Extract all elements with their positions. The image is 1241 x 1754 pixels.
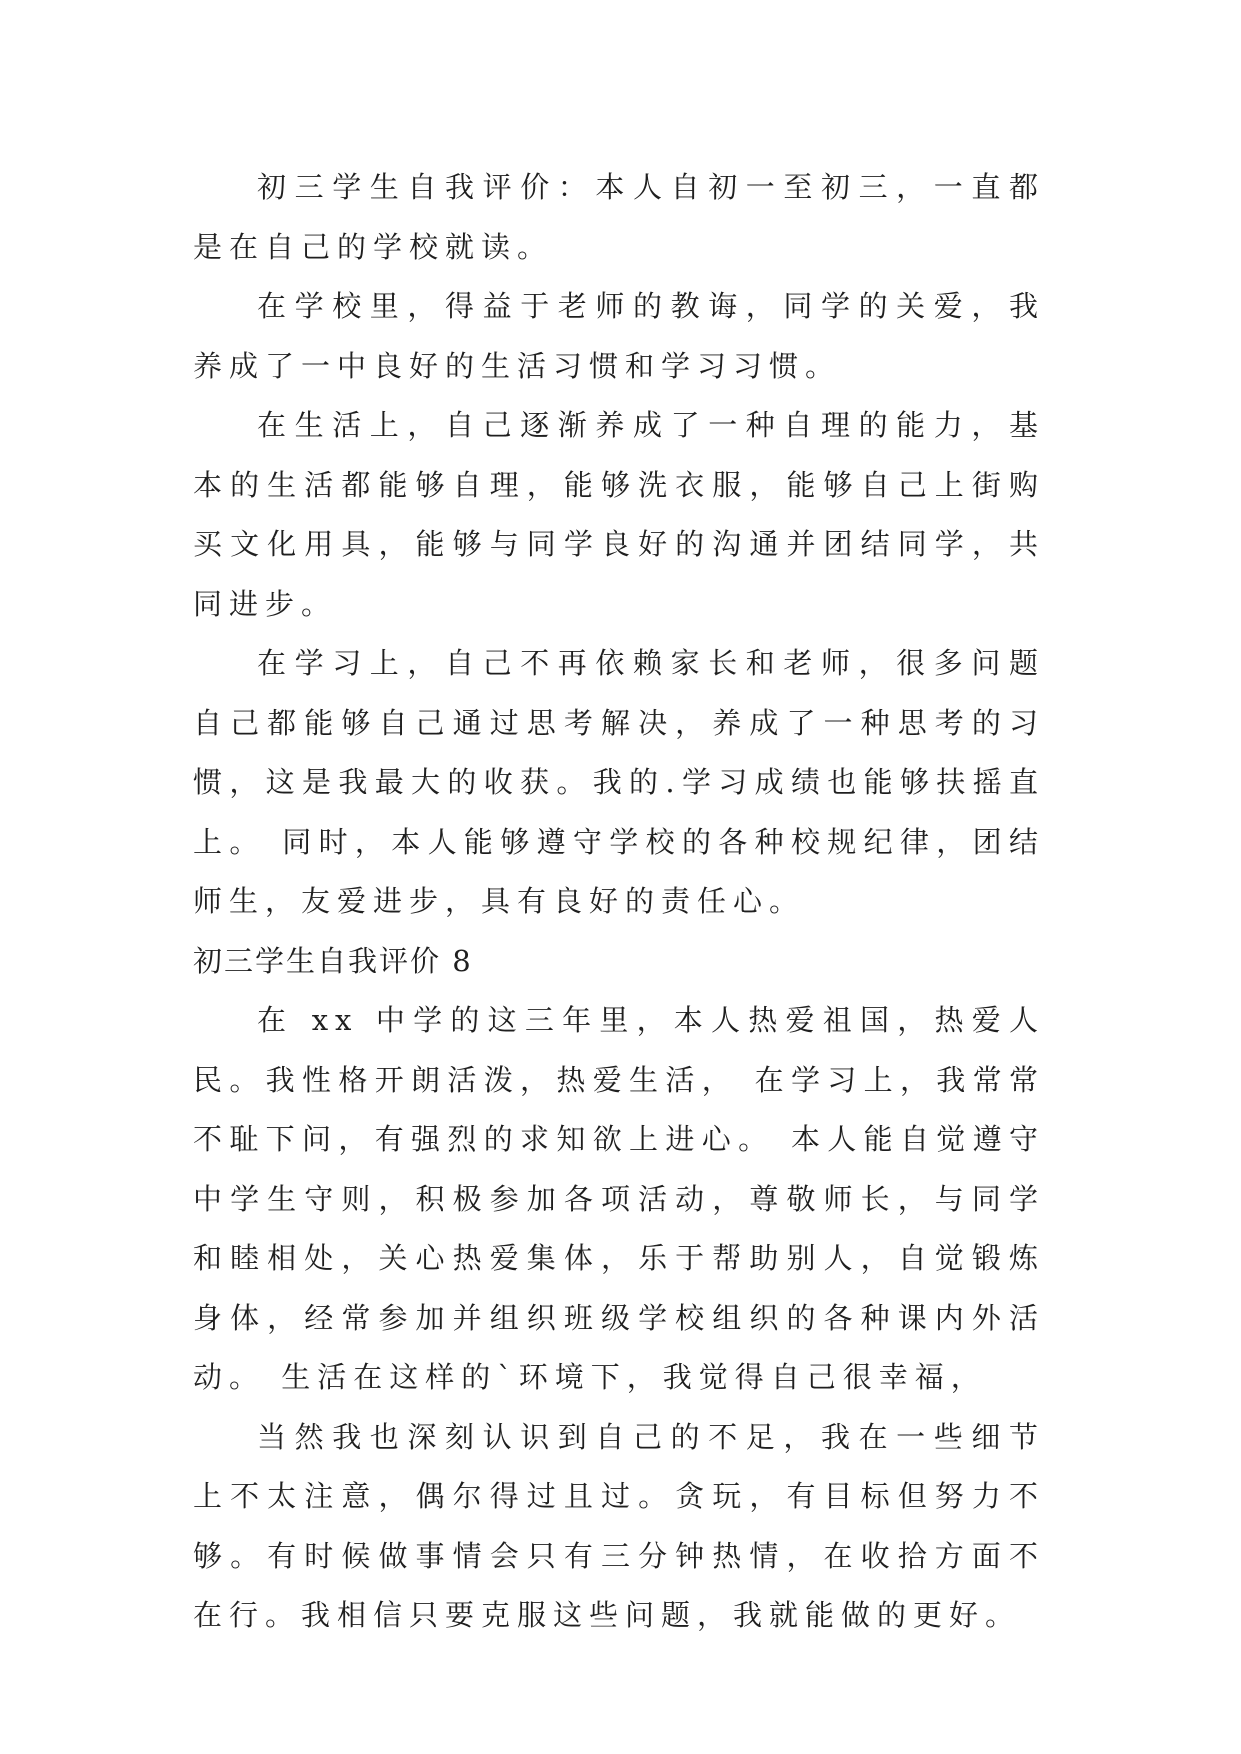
section-heading: 初三学生自我评价 8	[193, 943, 473, 978]
document-body	[193, 158, 1045, 1646]
paragraph-intro: 初三学生自我评价：本人自初一至初三，一直都是在自己的学校就读。	[193, 170, 1045, 264]
paragraph-section-2: 当然我也深刻认识到自己的不足，我在一些细节上不太注意，偶尔得过且过。贪玩，有目标但努力不够。有时候做事情会只有三分钟热情，在收拾方面不在行。我相信只要克服这些问题，我就能做的更好。	[193, 1419, 1045, 1632]
paragraph-school: 在学校里，得益于老师的教诲，同学的关爱，我养成了一中良好的生活习惯和学习习惯。	[193, 289, 1045, 383]
paragraph-life: 在生活上，自己逐渐养成了一种自理的能力，基本的生活都能够自理，能够洗衣服，能够自己上街购买文化用具，能够与同学良好的沟通并团结同学，共同进步。	[193, 408, 1045, 621]
paragraph-section-1: 在 xx 中学的这三年里，本人热爱祖国，热爱人民。我性格开朗活泼，热爱生活， 在学习上，我常常不耻下问，有强烈的求知欲上进心。 本人能自觉遵守中学生守则，积极参加各项活动，尊敬师长，与同学和睦相处，关心热爱集体，乐于帮助别人，自觉锻炼身体，经常参加并组织班级学校组织的各种课内外活动。 生活在这样的`环境下，我觉得自己很幸福，	[193, 1003, 1045, 1394]
paragraph-study: 在学习上，自己不再依赖家长和老师，很多问题自己都能够自己通过思考解决，养成了一种思考的习惯，这是我最大的收获。我的.学习成绩也能够扶摇直上。 同时，本人能够遵守学校的各种校规纪律，团结师生，友爱进步，具有良好的责任心。	[193, 646, 1045, 918]
